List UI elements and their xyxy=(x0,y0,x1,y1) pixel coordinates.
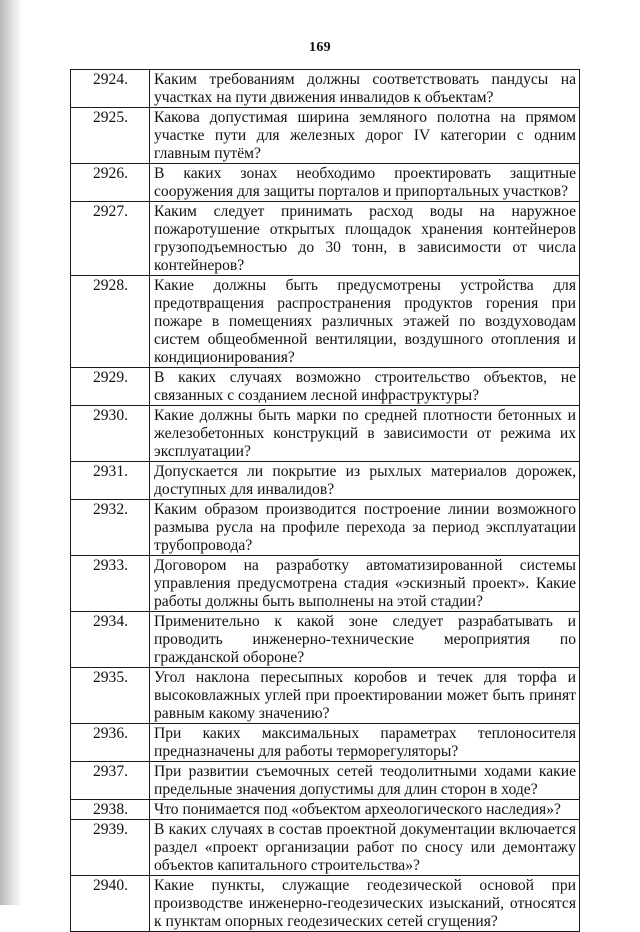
question-text: Угол наклона пересыпных коробов и течек для торфа и высоковлажных углей при проектировании может быть принят равным какому значению? xyxy=(150,668,580,724)
question-text: В каких случаях возможно строительство объектов, не связанных с созданием лесной инфраструктуры? xyxy=(150,368,580,406)
table-row xyxy=(71,800,580,820)
page-number: 169 xyxy=(309,40,331,55)
table-row xyxy=(71,668,580,724)
table-row xyxy=(71,202,580,276)
question-number: 2940. xyxy=(71,876,150,932)
question-number: 2924. xyxy=(71,70,150,108)
question-number: 2931. xyxy=(71,462,150,500)
question-text: При каких максимальных параметрах теплоносителя предназначены для работы терморегуляторы? xyxy=(150,724,580,762)
questions-table xyxy=(70,69,580,932)
table-row xyxy=(71,724,580,762)
table-row xyxy=(71,164,580,202)
table-row xyxy=(71,108,580,164)
scan-edge-shadow xyxy=(0,0,22,905)
question-text: Какие должны быть марки по средней плотности бетонных и железобетонных конструкций в зависимости от режима их эксплуатации? xyxy=(150,406,580,462)
table-row xyxy=(71,368,580,406)
question-text: Допускается ли покрытие из рыхлых материалов дорожек, доступных для инвалидов? xyxy=(150,462,580,500)
table-row xyxy=(71,500,580,556)
question-number: 2938. xyxy=(71,800,150,820)
table-row xyxy=(71,612,580,668)
question-text: Каким образом производится построение линии возможного размыва русла на профиле перехода за период эксплуатации трубопровода? xyxy=(150,500,580,556)
question-number: 2939. xyxy=(71,820,150,876)
question-number: 2926. xyxy=(71,164,150,202)
table-row xyxy=(71,762,580,800)
question-text: Договором на разработку автоматизированной системы управления предусмотрена стадия «эскизный проект». Какие работы должны быть выполнены на этой стадии? xyxy=(150,556,580,612)
question-number: 2925. xyxy=(71,108,150,164)
question-number: 2935. xyxy=(71,668,150,724)
question-text: Какова допустимая ширина земляного полотна на прямом участке пути для железных дорог IV категории с одним главным путём? xyxy=(150,108,580,164)
question-text: Что понимается под «объектом археологического наследия»? xyxy=(150,800,580,820)
question-text: Применительно к какой зоне следует разрабатывать и проводить инженерно-технические мероприятия по гражданской обороне? xyxy=(150,612,580,668)
question-number: 2928. xyxy=(71,276,150,368)
question-text: В каких зонах необходимо проектировать защитные сооружения для защиты порталов и припортальных участков? xyxy=(150,164,580,202)
table-row xyxy=(71,820,580,876)
question-text: Какие должны быть предусмотрены устройства для предотвращения распространения продуктов горения при пожаре в помещениях различных этажей по воздуховодам систем общеобменной вентиляции, воздушного отопления и кондиционирования? xyxy=(150,276,580,368)
question-number: 2933. xyxy=(71,556,150,612)
question-text: Каким требованиям должны соответствовать пандусы на участках на пути движения инвалидов к объектам? xyxy=(150,70,580,108)
question-number: 2932. xyxy=(71,500,150,556)
table-row xyxy=(71,276,580,368)
question-number: 2937. xyxy=(71,762,150,800)
question-number: 2929. xyxy=(71,368,150,406)
table-row xyxy=(71,462,580,500)
question-text: В каких случаях в состав проектной документации включается раздел «проект организации работ по сносу или демонтажу объектов капитального строительства»? xyxy=(150,820,580,876)
question-number: 2934. xyxy=(71,612,150,668)
table-row xyxy=(71,70,580,108)
question-number: 2927. xyxy=(71,202,150,276)
question-text: При развитии съемочных сетей теодолитными ходами какие предельные значения допустимы для длин сторон в ходе? xyxy=(150,762,580,800)
table-row xyxy=(71,876,580,932)
question-number: 2930. xyxy=(71,406,150,462)
question-number: 2936. xyxy=(71,724,150,762)
table-row xyxy=(71,406,580,462)
question-text: Каким следует принимать расход воды на наружное пожаротушение открытых площадок хранения контейнеров грузоподъемностью до 30 тонн, в зависимости от числа контейнеров? xyxy=(150,202,580,276)
table-row xyxy=(71,556,580,612)
question-text: Какие пункты, служащие геодезической основой при производстве инженерно-геодезических изысканий, относятся к пунктам опорных геодезических сетей сгущения? xyxy=(150,876,580,932)
